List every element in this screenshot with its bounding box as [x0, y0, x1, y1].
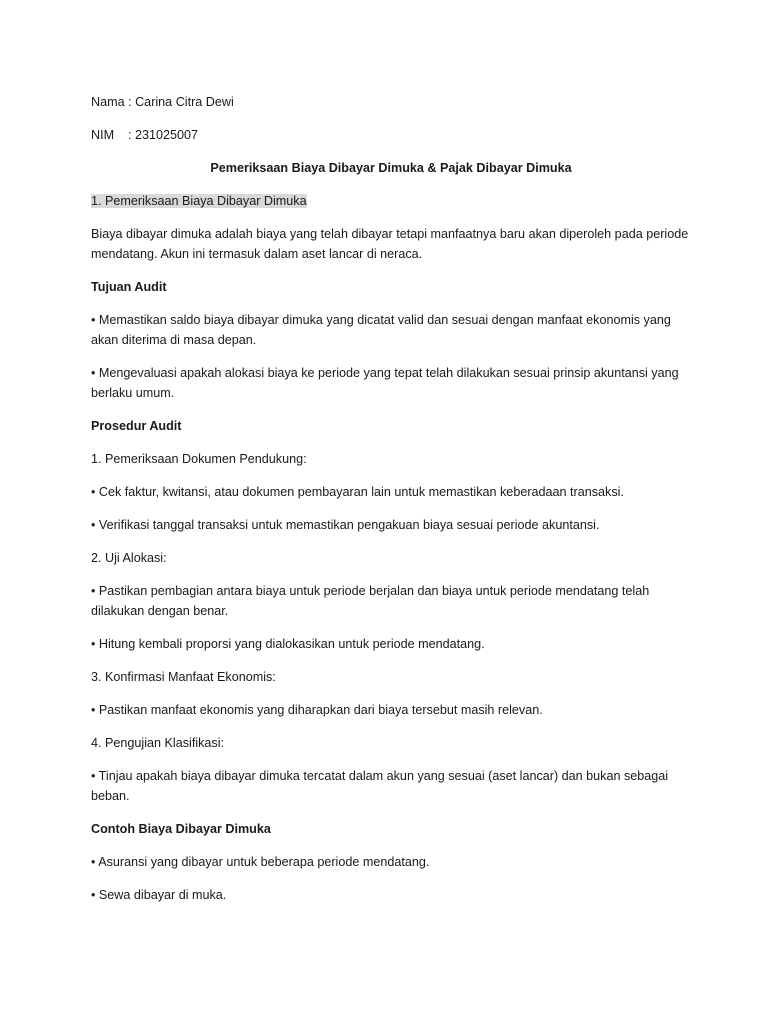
- prosedur-item: • Verifikasi tanggal transaksi untuk memastikan pengakuan biaya sesuai periode akuntansi.: [91, 518, 600, 532]
- prosedur-step: 2. Uji Alokasi:: [91, 551, 167, 565]
- prosedur-step: 1. Pemeriksaan Dokumen Pendukung:: [91, 452, 307, 466]
- nim-value: : 231025007: [128, 128, 199, 142]
- student-nim: [91, 125, 691, 145]
- contoh-item: • Asuransi yang dibayar untuk beberapa periode mendatang.: [91, 855, 430, 869]
- contoh-heading: Contoh Biaya Dibayar Dimuka: [91, 822, 271, 836]
- nim-label: NIM: [91, 128, 115, 142]
- tujuan-item: • Mengevaluasi apakah alokasi biaya ke periode yang tepat telah dilakukan sesuai prinsip akuntansi yang berlaku umum.: [91, 366, 679, 400]
- prosedur-heading: Prosedur Audit: [91, 419, 182, 433]
- prosedur-item: • Hitung kembali proporsi yang dialokasikan untuk periode mendatang.: [91, 637, 485, 651]
- contoh-item: • Sewa dibayar di muka.: [91, 888, 227, 902]
- tujuan-heading: Tujuan Audit: [91, 280, 167, 294]
- prosedur-item: • Cek faktur, kwitansi, atau dokumen pembayaran lain untuk memastikan keberadaan transaksi.: [91, 485, 624, 499]
- document-title: Pemeriksaan Biaya Dibayar Dimuka & Pajak Dibayar Dimuka: [210, 161, 572, 175]
- document-body: [91, 92, 691, 918]
- section-heading: [91, 191, 691, 211]
- intro-paragraph: Biaya dibayar dimuka adalah biaya yang telah dibayar tetapi manfaatnya baru akan diperoleh pada periode mendatang. Akun ini termasuk dalam aset lancar di neraca.: [91, 227, 689, 261]
- student-name: Nama : Carina Citra Dewi: [91, 95, 234, 109]
- prosedur-step: 4. Pengujian Klasifikasi:: [91, 736, 225, 750]
- tujuan-item: • Memastikan saldo biaya dibayar dimuka yang dicatat valid dan sesuai dengan manfaat ekonomis yang akan diterima di masa depan.: [91, 313, 671, 347]
- prosedur-item: • Tinjau apakah biaya dibayar dimuka tercatat dalam akun yang sesuai (aset lancar) dan bukan sebagai beban.: [91, 769, 669, 803]
- prosedur-item: • Pastikan manfaat ekonomis yang diharapkan dari biaya tersebut masih relevan.: [91, 703, 543, 717]
- prosedur-item: • Pastikan pembagian antara biaya untuk periode berjalan dan biaya untuk periode mendatang telah dilakukan dengan benar.: [91, 584, 650, 618]
- prosedur-step: 3. Konfirmasi Manfaat Ekonomis:: [91, 670, 276, 684]
- highlighted-heading: 1. Pemeriksaan Biaya Dibayar Dimuka: [91, 194, 307, 208]
